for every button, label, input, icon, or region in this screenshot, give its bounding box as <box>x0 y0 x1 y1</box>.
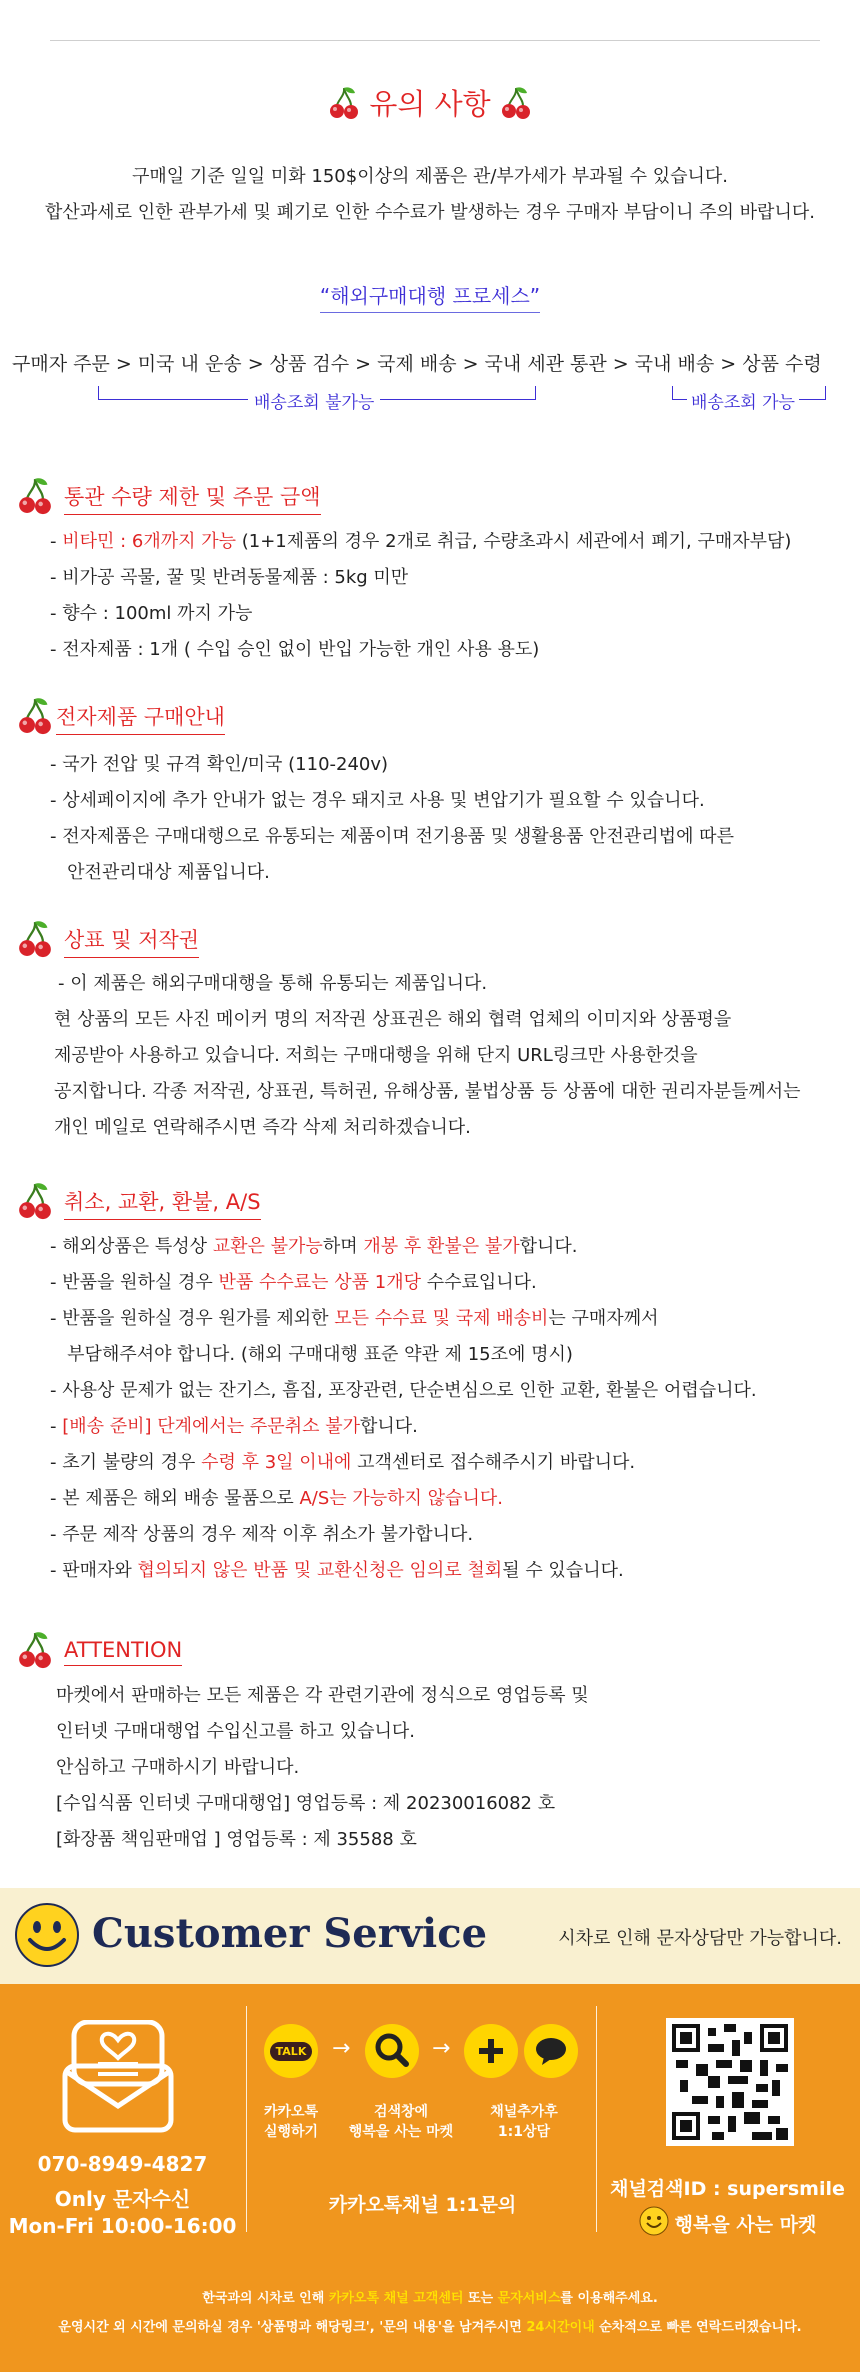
search-icon <box>365 2024 419 2078</box>
list-item: [수입식품 인터넷 구매대행업] 영업등록 : 제 20230016082 호 <box>56 1793 556 1814</box>
notice-line-2: 합산과세로 인한 관부가세 및 폐기로 인한 수수료가 발생하는 경우 구매자 부담이니 주의 바랍니다. <box>45 202 815 223</box>
notice-line-1: 구매일 기준 일일 미화 150$이상의 제품은 관/부가세가 부과될 수 있습니다. <box>132 166 728 187</box>
list-item: - 사용상 문제가 없는 잔기스, 흠집, 포장관련, 단순변심으로 인한 교환, 환불은 어렵습니다. <box>50 1380 757 1401</box>
kakao-talk-icon[interactable]: TALK <box>264 2024 318 2078</box>
section-cancel-heading: 취소, 교환, 환불, A/S <box>18 1180 261 1226</box>
cherry-icon <box>18 695 52 741</box>
list-item: - 상세페이지에 추가 안내가 없는 경우 돼지코 사용 및 변압기가 필요할 수 있습니다. <box>50 790 705 811</box>
section-cancel-list <box>50 1229 757 1589</box>
cherry-icon <box>18 1180 52 1226</box>
qr-code[interactable] <box>666 2018 794 2146</box>
customer-service-note: 시차로 인해 문자상담만 가능합니다. <box>558 1928 842 1949</box>
service-hours: Mon-Fri 10:00-16:00 <box>8 2214 237 2238</box>
list-item: - 주문 제작 상품의 경우 제작 이후 취소가 불가합니다. <box>50 1524 474 1545</box>
list-item: - 반품을 원하실 경우 원가를 제외한 모든 수수료 및 국제 배송비는 구매자께서 <box>50 1308 659 1329</box>
list-item: - 전자제품은 구매대행으로 유통되는 제품이며 전기용품 및 생활용품 안전관리법에 따른 <box>50 826 734 847</box>
kakao-channel-label: 카카오톡채널 1:1문의 <box>328 2194 517 2216</box>
sms-only: Only 문자수신 <box>54 2187 191 2211</box>
list-item: 안전관리대상 제품입니다. <box>50 862 270 883</box>
list-item: - 반품을 원하실 경우 반품 수수료는 상품 1개당 수수료입니다. <box>50 1272 537 1293</box>
kakao-step-1: 카카오톡 실행하기 <box>263 2104 319 2140</box>
kakao-step-2: 검색창에 행복을 사는 마켓 <box>348 2104 454 2140</box>
section-customs-heading: 통관 수량 제한 및 주문 금액 <box>18 475 321 521</box>
list-item: - 비타민 : 6개까지 가능 (1+1제품의 경우 2개로 취급, 수량초과시 세관에서 폐기, 구매자부담) <box>50 531 792 552</box>
cherry-icon <box>18 918 52 964</box>
list-item: - 해외상품은 특성상 교환은 불가능하며 개봉 후 환불은 불가합니다. <box>50 1236 578 1257</box>
list-item: 제공받아 사용하고 있습니다. 저희는 구매대행을 위해 단지 URL링크만 사용한것을 <box>54 1045 698 1066</box>
phone-number[interactable]: 070-8949-4827 <box>37 2152 208 2176</box>
footer-note-1: 한국과의 시차로 인해 카카오톡 채널 고객센터 또는 문자서비스를 이용해주세요. <box>202 2291 658 2306</box>
smiley-icon <box>639 2206 669 2241</box>
list-item: - [배송 준비] 단계에서는 주문취소 불가합니다. <box>50 1416 418 1437</box>
tracking-unavailable: 배송조회 불가능 <box>248 388 380 413</box>
list-item: 현 상품의 모든 사진 메이커 명의 저작권 상표권은 해외 협력 업체의 이미지와 상품평을 <box>54 1009 732 1030</box>
kakao-step-3: 채널추가후 1:1상담 <box>490 2104 558 2140</box>
customer-service-title: Customer Service <box>92 1910 488 1957</box>
list-item: 안심하고 구매하시기 바랍니다. <box>56 1757 300 1778</box>
footer-note-2: 운영시간 외 시간에 문의하실 경우 '상품명과 해당링크', '문의 내용'을 남겨주시면 24시간이내 순차적으로 빠른 연락드리겠습니다. <box>58 2320 802 2335</box>
list-item: 개인 메일로 연락해주시면 즉각 삭제 처리하겠습니다. <box>54 1117 471 1138</box>
list-item: - 전자제품 : 1개 ( 수입 승인 없이 반입 가능한 개인 사용 용도) <box>50 639 540 660</box>
section-attention-heading: ATTENTION <box>18 1629 182 1675</box>
list-item: - 초기 불량의 경우 수령 후 3일 이내에 고객센터로 접수해주시기 바랍니다. <box>50 1452 636 1473</box>
cherry-icon <box>18 475 52 521</box>
arrow-icon: → <box>332 2036 351 2061</box>
notice-title: 유의 사항 <box>0 82 860 128</box>
tracking-available: 배송조회 가능 <box>687 388 799 413</box>
list-item: - 이 제품은 해외구매대행을 통해 유통되는 제품입니다. <box>58 973 488 994</box>
list-item: 인터넷 구매대행업 수입신고를 하고 있습니다. <box>56 1721 415 1742</box>
list-item: 부담해주셔야 합니다. (해외 구매대행 표준 약관 제 15조에 명시) <box>50 1344 573 1365</box>
list-item: - 본 제품은 해외 배송 물품으로 A/S는 가능하지 않습니다. <box>50 1488 503 1509</box>
mail-heart-icon <box>62 2020 174 2138</box>
list-item: - 비가공 곡물, 꿀 및 반려동물제품 : 5kg 미만 <box>50 567 409 588</box>
arrow-icon: → <box>432 2036 451 2061</box>
section-trademark-heading: 상표 및 저작권 <box>18 918 199 964</box>
cherry-icon <box>18 1629 52 1675</box>
process-title: “해외구매대행 프로세스” <box>0 280 860 309</box>
plus-icon <box>464 2024 518 2078</box>
process-steps: 구매자 주문 > 미국 내 운송 > 상품 검수 > 국제 배송 > 국내 세관 통관 > 국내 배송 > 상품 수령 <box>12 353 822 375</box>
channel-name: 행복을 사는 마켓 <box>595 2206 860 2241</box>
section-customs-list <box>50 524 791 668</box>
list-item: - 국가 전압 및 규격 확인/미국 (110-240v) <box>50 754 389 775</box>
cherry-icon <box>501 85 531 128</box>
channel-search-id: 채널검색ID : supersmile <box>610 2178 845 2200</box>
list-item: - 향수 : 100ml 까지 가능 <box>50 603 253 624</box>
cherry-icon <box>329 85 359 128</box>
list-item: - 판매자와 협의되지 않은 반품 및 교환신청은 임의로 철회될 수 있습니다. <box>50 1560 624 1581</box>
section-electronics-list <box>50 747 734 891</box>
contact-panel <box>0 1984 860 2372</box>
section-trademark-list <box>54 966 801 1146</box>
top-divider <box>50 40 820 41</box>
section-attention-list <box>56 1678 589 1858</box>
section-electronics-heading: 전자제품 구매안내 <box>18 695 225 741</box>
list-item: 공지합니다. 각종 저작권, 상표권, 특허권, 유해상품, 불법상품 등 상품에 대한 권리자분들께서는 <box>54 1081 801 1102</box>
list-item: 마켓에서 판매하는 모든 제품은 각 관련기관에 정식으로 영업등록 및 <box>56 1685 589 1706</box>
smiley-icon <box>14 1902 80 1972</box>
list-item: [화장품 책임판매업 ] 영업등록 : 제 35588 호 <box>56 1829 417 1850</box>
customer-service-band <box>0 1888 860 1984</box>
chat-bubble-icon <box>524 2024 578 2078</box>
